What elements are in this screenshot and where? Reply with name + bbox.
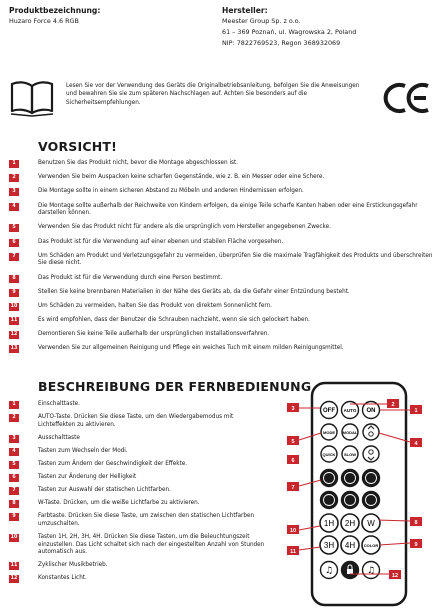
list-item xyxy=(9,414,271,429)
modal-button-label: MODAL xyxy=(342,430,358,435)
remote-title: BESCHREIBUNG DER FERNBEDIENUNG xyxy=(38,379,312,394)
manufacturer-line: 61 – 369 Poznań, ul. Wagrowska 2, Poland xyxy=(222,28,357,36)
item-number-badge: 2 xyxy=(9,414,19,422)
lock-icon xyxy=(347,569,353,574)
open-book-icon xyxy=(9,79,55,117)
item-text: Tasten zur Auswahl der statischen Lichtfarben. xyxy=(38,487,171,494)
callout-badge: 10 xyxy=(289,528,297,534)
callout-badge: 3 xyxy=(291,406,295,412)
intro-text: Lesen Sie vor der Verwendung des Geräts die Originalbetriebsanleitung, befolgen Sie die Anweisungen und bewahren Sie sie zum späteren Nachschlagen auf. Achten Sie besonders auf die Sicherheitsempfehlungen. xyxy=(66,83,360,106)
color-cycle-label: COLOR xyxy=(363,543,379,548)
ce-mark-icon xyxy=(383,82,431,114)
list-item xyxy=(9,253,434,268)
item-number-badge: 6 xyxy=(9,239,19,247)
item-text: Es wird empfohlen, dass der Benutzer die Schrauben nachzieht, wenn sie sich gelockert haben. xyxy=(38,317,310,324)
color-button xyxy=(342,470,359,487)
item-text: Um Schäden am Produkt und Verletzungsgefahr zu vermeiden, überprüfen Sie die maximale Tragfähigkeit des Produkts und überschreiten Sie diese nicht. xyxy=(38,252,433,267)
item-number-badge: 3 xyxy=(9,435,19,443)
item-text: Verwenden Sie das Produkt nicht für andere als die ursprünglich vom Hersteller angegebenen Zwecke. xyxy=(38,224,331,231)
item-text: Das Produkt ist für die Verwendung auf einer ebenen und stabilen Fläche vorgesehen. xyxy=(38,238,284,245)
item-number-badge: 8 xyxy=(9,275,19,283)
manufacturer-line: NIP: 7822769523, Regon 368932069 xyxy=(222,39,341,47)
list-item xyxy=(9,435,271,443)
callout-badge: 8 xyxy=(414,520,418,526)
list-item xyxy=(9,275,434,283)
item-number-badge: 3 xyxy=(9,188,19,196)
item-text: Ausschalttaste xyxy=(38,434,80,441)
item-text: Verwenden Sie zur allgemeinen Reinigung und Pflege ein weiches Tuch mit einem milden Reinigungsmittel. xyxy=(38,345,344,352)
color-button xyxy=(342,492,359,509)
color-button xyxy=(321,492,338,509)
manufacturer-label: Hersteller: xyxy=(222,6,268,15)
item-text: Benutzen Sie das Produkt nicht, bevor die Montage abgeschlossen ist. xyxy=(38,160,239,166)
callout-badge: 2 xyxy=(391,402,395,408)
list-item xyxy=(9,303,434,311)
item-text: Tasten 1H, 2H, 3H, 4H. Drücken Sie diese Tasten, um die Beleuchtungszeit einzustellen. Das Licht schaltet sich nach der eingestellten Anzahl von Stunden automatisch aus. xyxy=(38,534,265,556)
item-text: Stellen Sie keine brennbaren Materialien in der Nähe des Geräts ab, da die Gefahr einer Entzündung besteht. xyxy=(38,288,350,295)
list-item xyxy=(9,487,271,495)
item-number-badge: 11 xyxy=(10,563,18,569)
list-item xyxy=(9,203,434,218)
product-label: Produktbezeichnung: xyxy=(9,6,101,15)
item-number-badge: 7 xyxy=(9,487,19,495)
timer-2h-label: 2H xyxy=(344,519,356,528)
item-number-badge: 12 xyxy=(10,576,18,582)
color-button xyxy=(363,470,380,487)
item-number-badge: 5 xyxy=(9,461,19,469)
quick-button-label: QUICK xyxy=(322,452,336,457)
item-text: AUTO-Taste. Drücken Sie diese Taste, um den Wiedergabemodus mit Lichteffekten zu aktivieren. xyxy=(38,414,234,428)
item-text: Um Schäden zu vermeiden, halten Sie das Produkt von direktem Sonnenlicht fern. xyxy=(38,302,273,309)
list-item xyxy=(9,562,271,570)
list-item xyxy=(9,474,271,482)
callout-badge: 5 xyxy=(291,439,295,445)
list-item xyxy=(9,575,271,583)
item-number-badge: 7 xyxy=(9,253,19,261)
timer-4h-label: 4H xyxy=(344,541,356,550)
item-text: W-Taste. Drücken, um die weiße Lichtfarbe zu aktivieren. xyxy=(38,500,200,507)
list-item xyxy=(9,174,434,182)
on-button-label: ON xyxy=(366,408,376,414)
item-text: Tasten zum Ändern der Geschwindigkeit der Effekte. xyxy=(38,460,188,467)
list-item xyxy=(9,224,434,232)
item-number-badge: 4 xyxy=(9,448,19,456)
item-number-badge: 4 xyxy=(9,203,19,211)
product-info xyxy=(9,6,189,27)
item-number-badge: 6 xyxy=(9,474,19,482)
item-text: Demontieren Sie keine Teile außerhalb der ursprünglichen Installationsverfahren. xyxy=(38,331,270,338)
item-text: Verwenden Sie beim Auspacken keine scharfen Gegenstände, wie z. B. ein Messer oder eine Schere. xyxy=(38,174,325,181)
warning-title: VORSICHT! xyxy=(38,139,118,154)
list-item xyxy=(9,331,434,339)
item-number-badge: 5 xyxy=(9,224,19,232)
item-number-badge: 10 xyxy=(10,303,18,309)
item-text: Einschalttaste. xyxy=(38,401,80,407)
item-number-badge: 2 xyxy=(9,174,19,182)
mode-button-label: MODE xyxy=(323,430,335,435)
color-button xyxy=(363,492,380,509)
list-item xyxy=(9,401,271,409)
item-text: Das Produkt ist für die Verwendung durch eine Person bestimmt. xyxy=(38,274,223,281)
item-text: Tasten zur Änderung der Helligkeit xyxy=(38,474,137,481)
timer-3h-label: 3H xyxy=(323,541,335,550)
callout-badge: 12 xyxy=(391,573,399,579)
color-button xyxy=(321,470,338,487)
manufacturer-line: Meester Group Sp. z o.o. xyxy=(222,17,301,25)
list-item xyxy=(9,345,434,353)
item-number-badge: 13 xyxy=(10,346,18,352)
callout-badge: 7 xyxy=(291,485,295,491)
manufacturer-info xyxy=(222,6,436,49)
item-text: Tasten zum Wechseln der Modi. xyxy=(38,447,128,454)
item-number-badge: 8 xyxy=(9,500,19,508)
list-item xyxy=(9,534,271,557)
slow-button-label: SLOW xyxy=(344,452,356,457)
item-number-badge: 9 xyxy=(9,289,19,297)
list-item xyxy=(9,160,434,168)
remote-description-list xyxy=(9,401,271,589)
item-number-badge: 11 xyxy=(10,318,18,324)
item-number-badge: 1 xyxy=(9,160,19,168)
callout-badge: 11 xyxy=(290,549,296,555)
music-note-icon: ♫ xyxy=(366,566,376,576)
music-note-icon: ♫ xyxy=(324,566,334,576)
item-text: Konstantes Licht. xyxy=(38,575,87,582)
callout-badge: 9 xyxy=(414,542,418,548)
white-button-label: W xyxy=(367,519,375,528)
list-item xyxy=(9,461,271,469)
list-item xyxy=(9,448,271,456)
item-text: Die Montage sollte außerhalb der Reichweite von Kindern erfolgen, da einige Teile scharfe Kanten haben oder eine Erstickungsgefahr darstellen können. xyxy=(38,202,418,217)
item-number-badge: 1 xyxy=(9,401,19,409)
callout-badge: 1 xyxy=(414,408,418,414)
item-number-badge: 9 xyxy=(9,513,19,521)
item-number-badge: 12 xyxy=(10,332,18,338)
item-text: Farbtaste. Drücken Sie diese Taste, um zwischen den statischen Lichtfarben umzuschalten. xyxy=(38,513,255,527)
list-item xyxy=(9,188,434,196)
item-text: Die Montage sollte in einem sicheren Abstand zu Möbeln und anderen Hindernissen erfolgen. xyxy=(38,188,304,195)
warning-list xyxy=(9,160,434,360)
product-name: Huzaro Force 4.6 RGB xyxy=(9,17,79,25)
item-number-badge: 10 xyxy=(10,535,18,541)
timer-1h-label: 1H xyxy=(323,519,335,528)
list-item xyxy=(9,513,271,528)
list-item xyxy=(9,317,434,325)
remote-control-illustration xyxy=(283,380,436,608)
list-item xyxy=(9,500,271,508)
list-item xyxy=(9,239,434,247)
off-button-label: OFF xyxy=(323,408,335,414)
callout-badge: 6 xyxy=(291,458,295,464)
auto-button-label: AUTO xyxy=(343,408,357,413)
item-text: Zyklischer Musikbetrieb. xyxy=(38,562,108,569)
list-item xyxy=(9,289,434,297)
callout-badge: 4 xyxy=(414,441,418,447)
